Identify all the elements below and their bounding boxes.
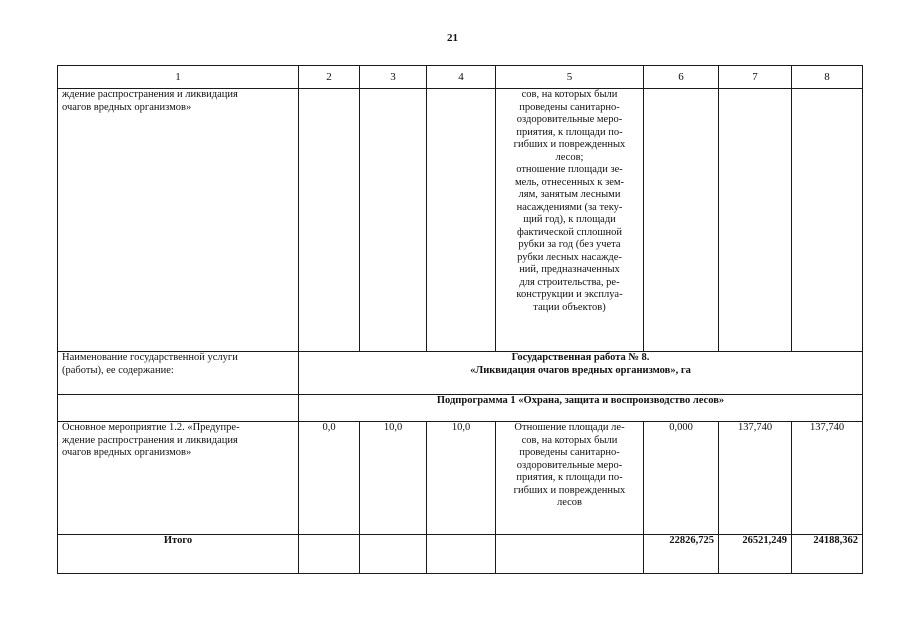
text-line: лесов; <box>555 151 584 163</box>
text-line: проведены санитарно- <box>519 447 620 458</box>
measure-col2: 0,0 <box>299 422 360 535</box>
text-line: лям, занятым лесными <box>518 189 621 200</box>
text-line: для строительства, ре- <box>519 276 620 288</box>
continuation-col2 <box>299 89 360 352</box>
total-row <box>58 535 863 574</box>
continuation-col6 <box>644 89 719 352</box>
continuation-col1 <box>58 89 299 352</box>
text-line: рубки за год (без учета <box>518 239 621 250</box>
page-number: 21 <box>447 32 458 44</box>
text-line: приятия, к площади по- <box>516 126 623 138</box>
text-line: очагов вредных организмов» <box>62 101 192 113</box>
total-col4 <box>427 535 496 574</box>
subprogram-title: Подпрограмма 1 «Охрана, защита и воспроизводство лесов» <box>299 395 863 422</box>
text-line: ждение распространения и ликвидация <box>62 89 238 100</box>
text-line: отношение площади зе- <box>516 164 623 175</box>
continuation-col7 <box>719 89 792 352</box>
total-label: Итого <box>58 535 299 574</box>
total-col5 <box>496 535 644 574</box>
text-line: «Ликвидация очагов вредных организмов», га <box>470 364 691 376</box>
subprogram-row <box>58 395 863 422</box>
continuation-col5 <box>496 89 644 352</box>
header-cell-5: 5 <box>496 66 644 89</box>
measure-col6: 0,000 <box>644 422 719 535</box>
text-line: оздоровительные меро- <box>516 459 623 471</box>
service-row <box>58 352 863 395</box>
header-cell-8: 8 <box>792 66 863 89</box>
text-line: мель, отнесенных к зем- <box>514 176 625 188</box>
total-col8: 24188,362 <box>792 535 863 574</box>
text-line: конструкции и эксплуа- <box>516 289 623 300</box>
text-line: насаждениями (за теку- <box>516 201 623 213</box>
header-cell-1: 1 <box>58 66 299 89</box>
header-cell-7: 7 <box>719 66 792 89</box>
text-line: сов, на которых были <box>521 434 618 446</box>
text-line: гибших и поврежденных <box>513 484 626 496</box>
header-cell-6: 6 <box>644 66 719 89</box>
text-line: рубки лесных насажде- <box>517 251 622 263</box>
subprogram-col1 <box>58 395 299 422</box>
measure-col4: 10,0 <box>427 422 496 535</box>
measure-col7: 137,740 <box>719 422 792 535</box>
header-cell-4: 4 <box>427 66 496 89</box>
text-line: лесов <box>556 497 583 508</box>
continuation-col3 <box>360 89 427 352</box>
total-col3 <box>360 535 427 574</box>
text-line: ний, предназначенных <box>519 264 620 275</box>
text-line: ждение распространения и ликвидация <box>62 434 238 446</box>
text-line: Наименование государственной услуги <box>62 352 238 363</box>
text-line: очагов вредных организмов» <box>62 447 192 458</box>
measure-label <box>58 422 299 535</box>
text-line: сов, на которых были <box>521 89 618 100</box>
total-col7: 26521,249 <box>719 535 792 574</box>
continuation-row <box>58 89 863 352</box>
text-line: проведены санитарно- <box>519 101 620 113</box>
text-line: фактической сплошной <box>517 226 622 238</box>
measure-col8: 137,740 <box>792 422 863 535</box>
text-line: (работы), ее содержание: <box>62 364 174 376</box>
budget-table <box>57 65 863 574</box>
service-title <box>299 352 863 395</box>
text-line: Основное мероприятие 1.2. «Предупре- <box>62 422 240 433</box>
measure-indicator <box>496 422 644 535</box>
text-line: гибших и поврежденных <box>513 139 626 150</box>
continuation-col8 <box>792 89 863 352</box>
service-label <box>58 352 299 395</box>
text-line: приятия, к площади по- <box>516 472 623 483</box>
continuation-col4 <box>427 89 496 352</box>
text-line: щий год), к площади <box>523 214 616 225</box>
measure-col3: 10,0 <box>360 422 427 535</box>
table-header-row <box>58 66 863 89</box>
total-col2 <box>299 535 360 574</box>
text-line: тации объектов) <box>533 301 606 313</box>
text-line: Отношение площади ле- <box>514 422 625 433</box>
text-line: Государственная работа № 8. <box>511 352 650 363</box>
header-cell-2: 2 <box>299 66 360 89</box>
measure-row <box>58 422 863 535</box>
total-col6: 22826,725 <box>644 535 719 574</box>
header-cell-3: 3 <box>360 66 427 89</box>
text-line: оздоровительные меро- <box>516 114 623 125</box>
